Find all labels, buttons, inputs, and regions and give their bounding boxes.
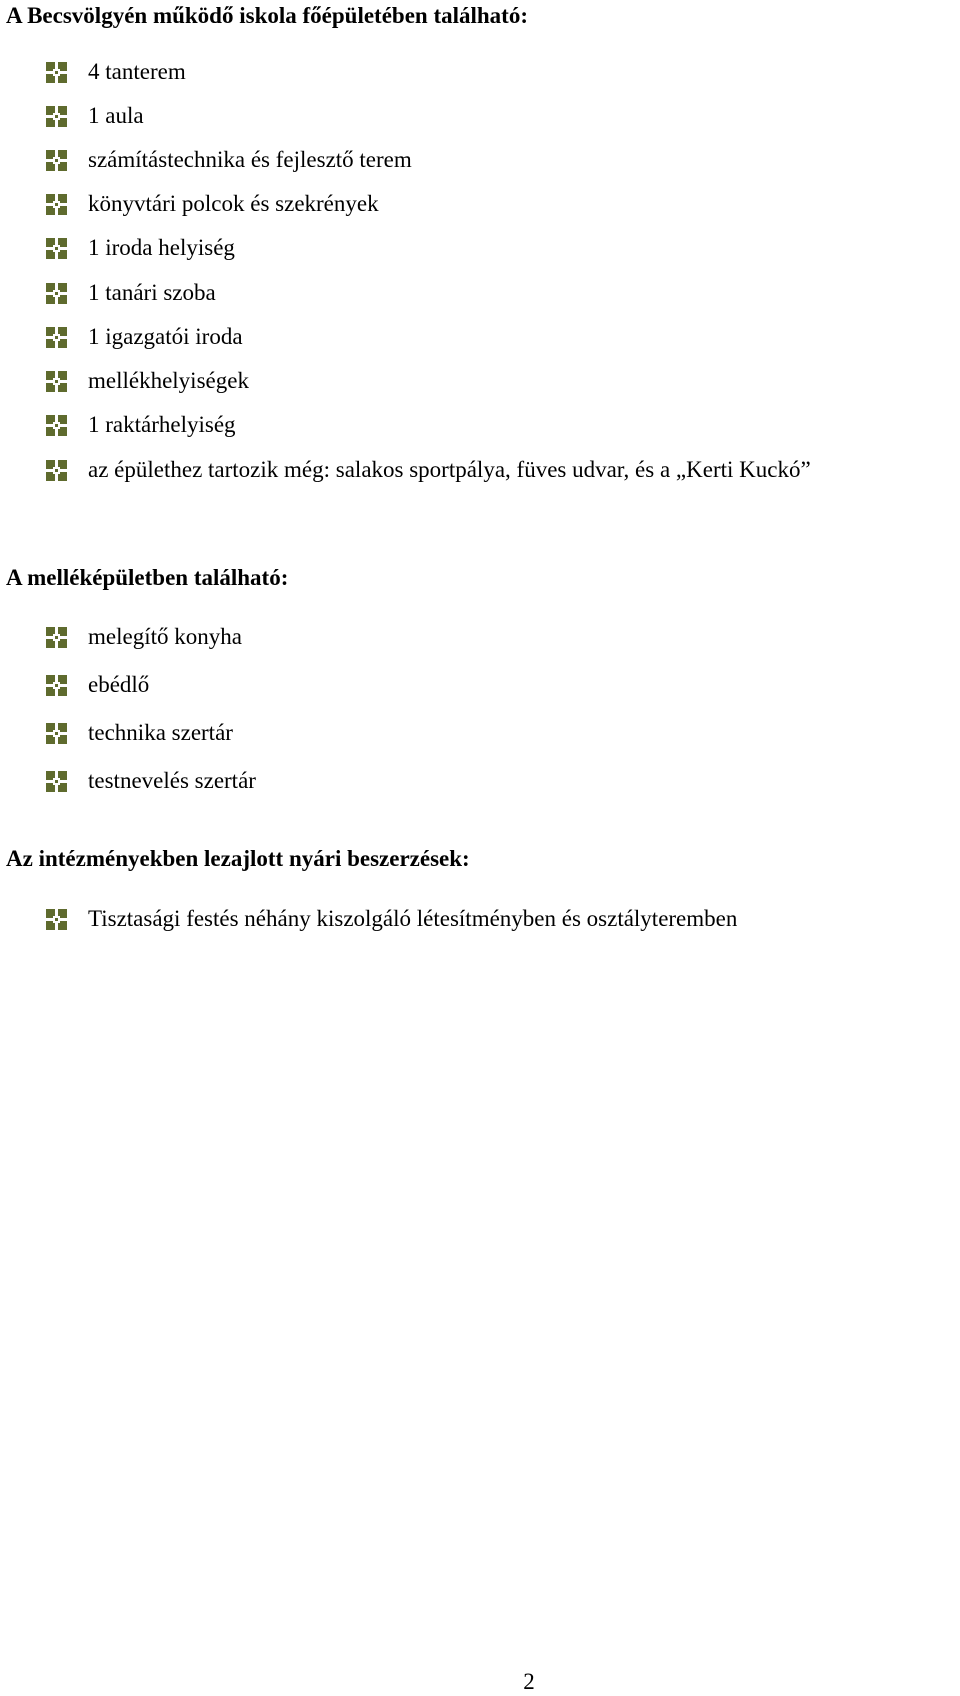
list-item-text: könyvtári polcok és szekrények bbox=[88, 191, 379, 216]
square-bullet-icon bbox=[46, 194, 67, 215]
square-bullet-icon bbox=[46, 771, 67, 792]
section-heading-main-building: A Becsvölgyén működő iskola főépületében található: bbox=[6, 3, 529, 28]
square-bullet-icon bbox=[46, 62, 67, 83]
square-bullet-icon bbox=[46, 106, 67, 127]
list-item bbox=[46, 100, 144, 132]
list-item bbox=[46, 277, 216, 309]
square-bullet-icon bbox=[46, 723, 67, 744]
list-item-text: 4 tanterem bbox=[88, 59, 186, 84]
list-item-text: mellékhelyiségek bbox=[88, 368, 249, 393]
square-bullet-icon bbox=[46, 150, 67, 171]
section-heading-outbuilding: A melléképületben található: bbox=[6, 565, 289, 590]
list-item bbox=[46, 454, 811, 486]
list-item-text: melegítő konyha bbox=[88, 624, 242, 649]
list-item bbox=[46, 717, 233, 749]
list-item-text: ebédlő bbox=[88, 672, 150, 697]
square-bullet-icon bbox=[46, 283, 67, 304]
list-item-text: 1 aula bbox=[88, 103, 144, 128]
square-bullet-icon bbox=[46, 415, 67, 436]
list-item bbox=[46, 669, 149, 701]
list-item bbox=[46, 144, 412, 176]
list-item-text: testnevelés szertár bbox=[88, 768, 256, 793]
square-bullet-icon bbox=[46, 460, 67, 481]
list-item bbox=[46, 365, 249, 397]
square-bullet-icon bbox=[46, 238, 67, 259]
list-item bbox=[46, 188, 379, 220]
list-item bbox=[46, 765, 256, 797]
list-item bbox=[46, 409, 236, 441]
list-item-text: az épülethez tartozik még: salakos sportpálya, füves udvar, és a „Kerti Kuckó” bbox=[88, 457, 811, 482]
square-bullet-icon bbox=[46, 327, 67, 348]
list-item-text: technika szertár bbox=[88, 720, 233, 745]
list-item-text: számítástechnika és fejlesztő terem bbox=[88, 147, 412, 172]
list-item-text: 1 igazgatói iroda bbox=[88, 324, 243, 349]
page-number: 2 bbox=[523, 1669, 535, 1694]
list-item bbox=[46, 621, 242, 653]
list-item-text: Tisztasági festés néhány kiszolgáló létesítményben és osztályteremben bbox=[88, 906, 738, 931]
list-item-text: 1 tanári szoba bbox=[88, 280, 216, 305]
square-bullet-icon bbox=[46, 371, 67, 392]
square-bullet-icon bbox=[46, 675, 67, 696]
square-bullet-icon bbox=[46, 909, 67, 930]
list-item-text: 1 raktárhelyiség bbox=[88, 412, 236, 437]
list-item bbox=[46, 321, 243, 353]
list-item bbox=[46, 903, 737, 935]
section-heading-summer-purchases: Az intézményekben lezajlott nyári beszerzések: bbox=[6, 846, 470, 871]
list-item bbox=[46, 56, 186, 88]
list-item bbox=[46, 232, 235, 264]
square-bullet-icon bbox=[46, 627, 67, 648]
list-item-text: 1 iroda helyiség bbox=[88, 235, 235, 260]
